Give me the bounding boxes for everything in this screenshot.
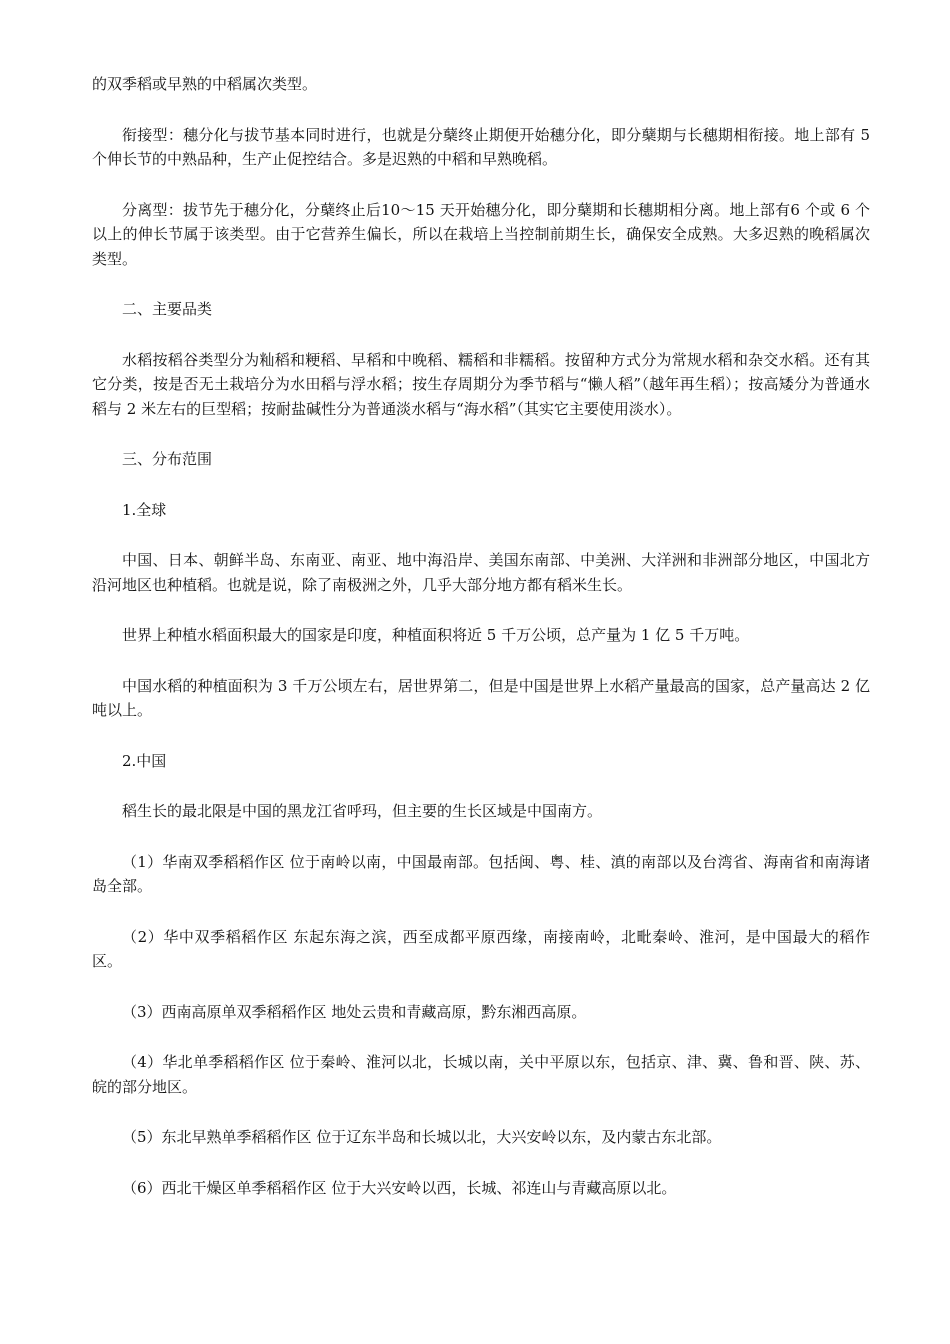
paragraph-continuation: 的双季稻或早熟的中稻属次类型。	[92, 75, 318, 93]
paragraph-global-regions: 中国、日本、朝鲜半岛、东南亚、南亚、地中海沿岸、美国东南部、中美洲、大洋洲和非洲部分地区，中国北方沿河地区也种植稻。也就是说，除了南极洲之外，几乎大部分地方都有稻米生长。	[92, 551, 870, 594]
list-item-region-2: （2）华中双季稻稻作区 东起东海之滨，西至成都平原西缘，南接南岭，北毗秦岭、淮河，是中国最大的稻作区。	[92, 927, 870, 970]
subheading-global: 1.全球	[122, 500, 167, 519]
paragraph-india: 世界上种植水稻面积最大的国家是印度，种植面积将近 5 千万公顷，总产量为 1 亿 5 千万吨。	[122, 626, 750, 644]
list-item-region-6: （6）西北干燥区单季稻稻作区 位于大兴安岭以西，长城、祁连山与青藏高原以北。	[122, 1178, 677, 1197]
paragraph-connected-type: 衔接型：穗分化与拔节基本同时进行，也就是分蘖终止期便开始穗分化，即分蘖期与长穗期相衔接。地上部有 5 个伸长节的中熟品种，生产止促控结合。多是迟熟的中稻和早熟晚稻。	[92, 125, 870, 168]
section-heading-distribution: 三、分布范围	[122, 450, 213, 468]
subheading-china: 2.中国	[122, 751, 167, 770]
paragraph-north-limit: 稻生长的最北限是中国的黑龙江省呼玛，但主要的生长区域是中国南方。	[122, 802, 603, 820]
list-item-region-1: （1）华南双季稻稻作区 位于南岭以南，中国最南部。包括闽、粤、桂、滇的南部以及台湾省、海南省和南海诸岛全部。	[92, 852, 870, 895]
paragraph-separated-type: 分离型：拔节先于穗分化，分蘖终止后10～15 天开始穗分化，即分蘖期和长穗期相分离。地上部有6 个或 6 个以上的伸长节属于该类型。由于它营养生偏长，所以在栽培上当控制前期生长，确保安全成熟。大多迟熟的晚稻属次类型。	[92, 200, 870, 268]
paragraph-china-area: 中国水稻的种植面积为 3 千万公顷左右，居世界第二，但是中国是世界上水稻产量最高的国家，总产量高达 2 亿吨以上。	[92, 676, 870, 719]
list-item-region-5: （5）东北早熟单季稻稻作区 位于辽东半岛和长城以北，大兴安岭以东，及内蒙古东北部。	[122, 1128, 722, 1146]
document-page	[92, 72, 870, 1226]
list-item-region-4: （4）华北单季稻稻作区 位于秦岭、淮河以北，长城以南，关中平原以东，包括京、津、冀、鲁和晋、陕、苏、皖的部分地区。	[92, 1053, 870, 1096]
list-item-region-3: （3）西南高原单双季稻稻作区 地处云贵和青藏高原，黔东湘西高原。	[122, 1002, 587, 1021]
section-heading-varieties: 二、主要品类	[122, 300, 213, 318]
paragraph-varieties: 水稻按稻谷类型分为籼稻和粳稻、早稻和中晚稻、糯稻和非糯稻。按留种方式分为常规水稻和杂交水稻。还有其它分类，按是否无土栽培分为水田稻与浮水稻；按生存周期分为季节稻与“懒人稻”（越年再生稻）；按高矮分为普通水稻与 2 米左右的巨型稻；按耐盐碱性分为普通淡水稻与“海水稻”（其实它主要使用淡水）。	[92, 350, 870, 418]
